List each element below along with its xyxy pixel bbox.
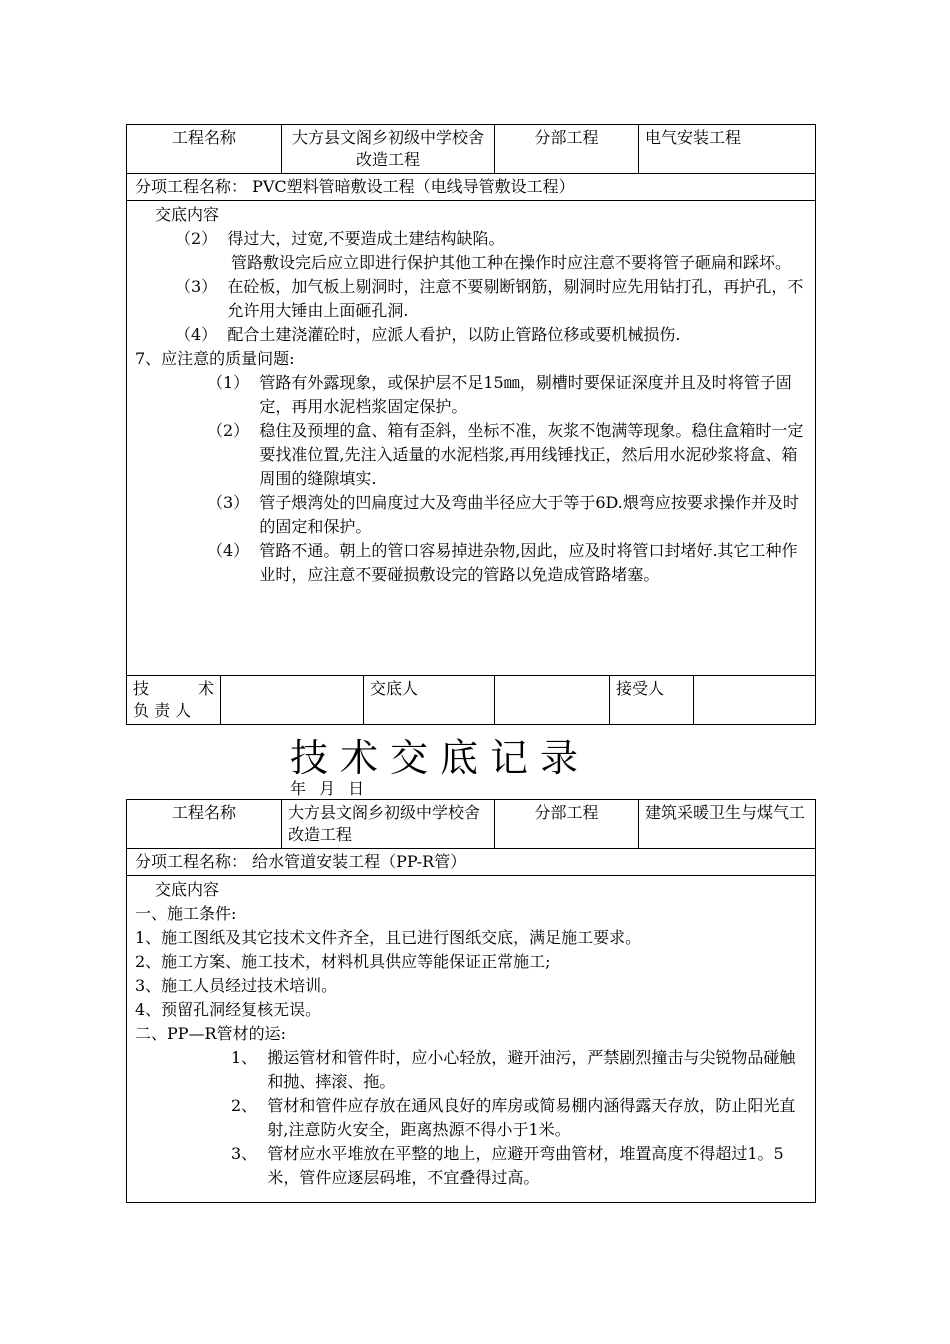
record1-content-row (127, 201, 816, 676)
signature-row (127, 676, 816, 725)
section-heading: 7、应注意的质量问题: (135, 349, 295, 368)
list-item: 2、施工方案、施工技术，材料机具供应等能保证正常施工; (135, 952, 551, 971)
tech-lead-label (127, 676, 221, 725)
item-number: （4） (175, 325, 228, 344)
document-title: 技术交底记录 (290, 736, 591, 780)
list-item: 管路敷设完后应立即进行保护其他工种在操作时应注意不要将管子砸扁和踩坏。 (231, 253, 792, 272)
item-number: （3） (175, 277, 228, 296)
item-number: （3） (207, 493, 260, 512)
list-item (135, 539, 807, 587)
item-text: 搬运管材和管件时，应小心轻放，避开油污，严禁剧烈撞击与尖锐物品碰触和抛、摔滚、拖。 (267, 1048, 796, 1091)
item-text: 管子煨湾处的凹扁度过大及弯曲半径应大于等于6D.煨弯应按要求操作并及时的固定和保护。 (259, 493, 799, 536)
tech-lead-label-top (133, 678, 214, 700)
item-number: （4） (207, 541, 260, 560)
list-item (135, 371, 807, 419)
tech-lead-label-bottom: 负 责 人 (133, 701, 192, 720)
item-text: 配合土建浇灌砼时，应派人看护，以防止管路位移或要机械损伤. (227, 325, 681, 344)
division-label: 分部工程 (495, 125, 639, 174)
subitem-name: 分项工程名称： 给水管道安装工程（PP-R管） (127, 849, 816, 876)
record2-content-row (127, 876, 816, 1203)
item-text: 管材和管件应存放在通风良好的库房或简易棚内涵得露天存放，防止阳光直射,注意防火安全，距离热源不得小于1米。 (267, 1096, 796, 1139)
list-item (135, 275, 807, 323)
record1-subitem-row (127, 174, 816, 201)
receiver-signature[interactable] (694, 676, 816, 725)
tech-lead-char-2: 术 (197, 679, 214, 698)
division-value: 电气安装工程 (639, 125, 816, 174)
division-value: 建筑采暖卫生与煤气工 (639, 800, 816, 849)
handover-label: 交底人 (364, 676, 495, 725)
list-item (135, 419, 807, 491)
list-item (135, 1046, 807, 1094)
list-item (135, 1142, 807, 1190)
item-number: 3、 (231, 1144, 268, 1163)
section-heading: 一、施工条件: (135, 904, 237, 923)
item-number: （2） (175, 229, 228, 248)
list-item: 3、施工人员经过技术培训。 (135, 976, 338, 995)
item-number: （1） (207, 373, 260, 392)
project-value: 大方县文阁乡初级中学校舍改造工程 (282, 125, 495, 174)
tech-lead-signature[interactable] (221, 676, 364, 725)
signature-table (126, 675, 816, 725)
project-label: 工程名称 (127, 125, 282, 174)
item-text: 管路有外露现象，或保护层不足15㎜，剔槽时要保证深度并且及时将管子固定，再用水泥档浆固定保护。 (259, 373, 792, 416)
item-number: （2） (207, 421, 260, 440)
project-label: 工程名称 (127, 800, 282, 849)
content-heading: 交底内容 (155, 205, 220, 224)
tech-lead-char-1: 技 (133, 679, 150, 698)
item-number: 1、 (231, 1048, 268, 1067)
receiver-label: 接受人 (610, 676, 694, 725)
item-number: 2、 (231, 1096, 268, 1115)
subitem-name: 分项工程名称： PVC塑料管暗敷设工程（电线导管敷设工程） (127, 174, 816, 201)
list-item: 1、施工图纸及其它技术文件齐全，且已进行图纸交底，满足施工要求。 (135, 928, 642, 947)
project-value: 大方县文阁乡初级中学校舍改造工程 (282, 800, 495, 849)
item-text: 稳住及预埋的盒、箱有歪斜，坐标不准，灰浆不饱满等现象。稳住盒箱时一定要找准位置,先注入适量的水泥档浆,再用线锤找正，然后用水泥砂浆将盒、箱周围的缝隙填实. (259, 421, 804, 488)
item-text: 得过大，过宽,不要造成土建结构缺陷。 (227, 229, 505, 248)
list-item (135, 1094, 807, 1142)
item-text: 管路不通。朝上的管口容易掉进杂物,因此，应及时将管口封堵好.其它工种作业时，应注意不要碰损敷设完的管路以免造成管路堵塞。 (259, 541, 798, 584)
item-text: 在砼板，加气板上剔洞时，注意不要剔断钢筋，剔洞时应先用钻打孔，再护孔，不允许用大锤由上面砸孔洞. (227, 277, 804, 320)
division-label: 分部工程 (495, 800, 639, 849)
content-cell (127, 876, 816, 1203)
record1-table (126, 124, 816, 676)
list-item (135, 227, 807, 251)
list-item: 4、预留孔洞经复核无误。 (135, 1000, 322, 1019)
record2-table (126, 799, 816, 1203)
item-text: 管材应水平堆放在平整的地上，应避开弯曲管材，堆置高度不得超过1。5米，管件应逐层码堆，不宜叠得过高。 (267, 1144, 784, 1187)
record2-subitem-row (127, 849, 816, 876)
section-heading: 二、PP—R管材的运: (135, 1024, 286, 1043)
record1-header-row (127, 125, 816, 174)
content-cell (127, 201, 816, 676)
handover-signature[interactable] (495, 676, 610, 725)
list-item (135, 323, 807, 347)
record2-header-row (127, 800, 816, 849)
list-item (135, 491, 807, 539)
date-line: 年 月 日 (290, 779, 369, 798)
content-heading: 交底内容 (155, 880, 220, 899)
